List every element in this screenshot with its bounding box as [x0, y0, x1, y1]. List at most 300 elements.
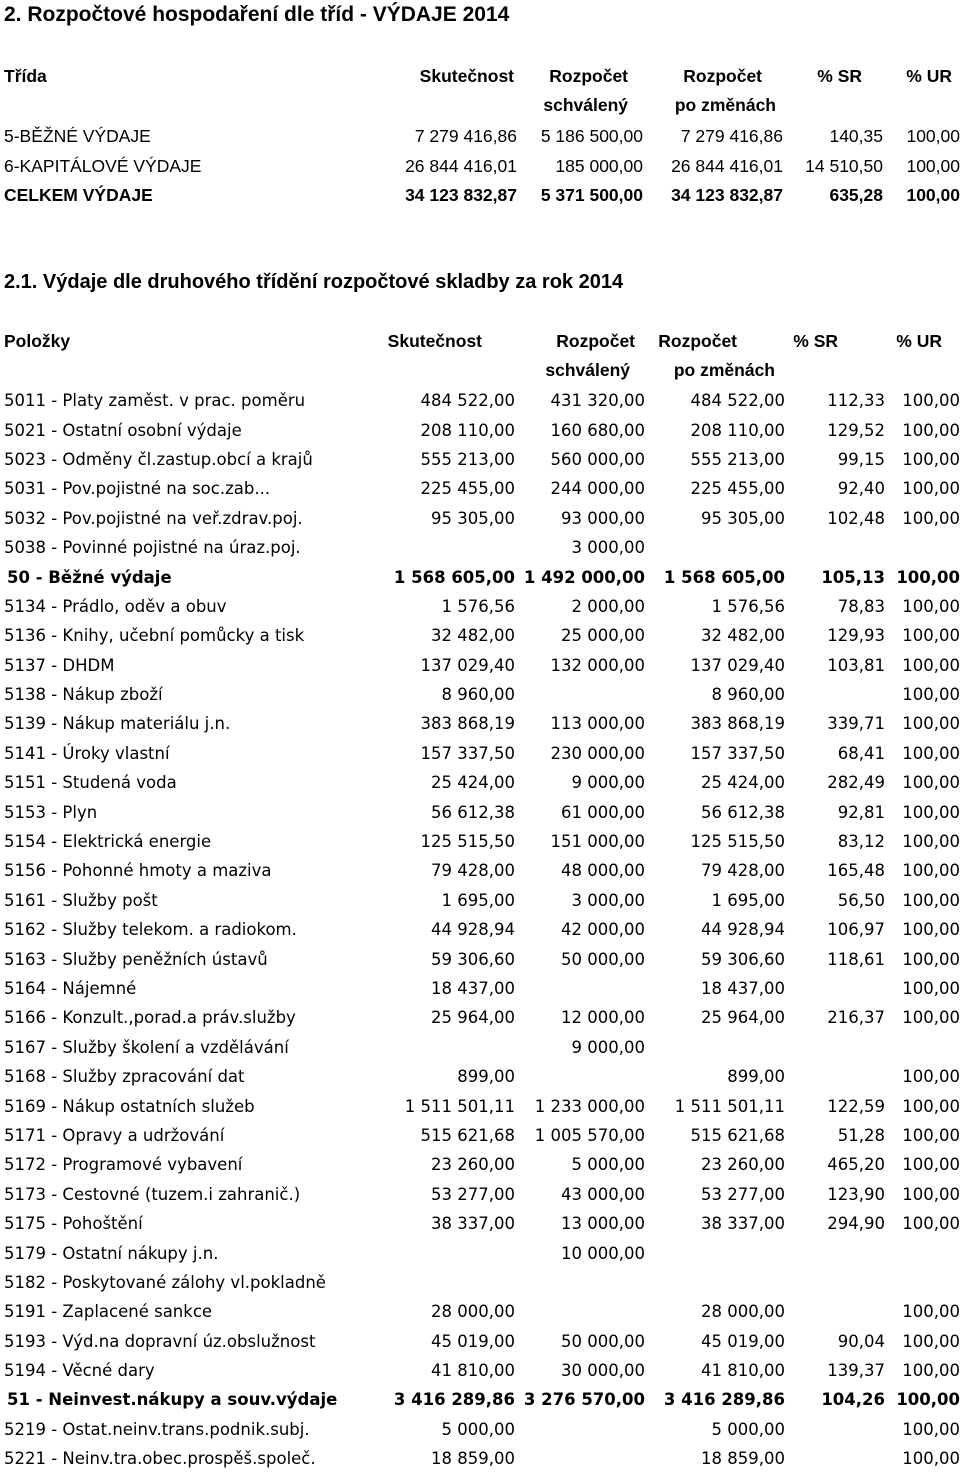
cell-pct-ur: 100,00: [902, 1449, 960, 1469]
cell-skutecnost: 3 416 289,86: [393, 1390, 515, 1410]
cell-skutecnost: 28 000,00: [431, 1302, 515, 1322]
cell-pct-sr: 104,26: [821, 1390, 885, 1410]
table-row: [4, 1091, 960, 1120]
cell-pct-ur: 100,00: [902, 773, 960, 793]
cell-skutecnost: 555 213,00: [420, 449, 515, 469]
cell-rozpocet-schvaleny: 93 000,00: [561, 508, 645, 528]
table-row: [4, 1033, 960, 1062]
cell-pct-sr: 102,48: [827, 508, 885, 528]
cell-rozpocet-po-zmenach: 7 279 416,86: [680, 126, 783, 147]
cell-rozpocet-schvaleny: 5 000,00: [571, 1155, 645, 1175]
table-row: [4, 1209, 960, 1238]
cell-rozpocet-schvaleny: 61 000,00: [561, 802, 645, 822]
cell-rozpocet-schvaleny: 1 005 570,00: [534, 1125, 645, 1145]
cell-pct-ur: 100,00: [902, 861, 960, 881]
cell-pct-sr: 339,71: [827, 714, 885, 734]
cell-rozpocet-schvaleny: 132 000,00: [550, 655, 645, 675]
row-label: 5182 - Poskytované zálohy vl.pokladně: [4, 1272, 326, 1292]
table-row: [4, 886, 960, 915]
cell-rozpocet-po-zmenach: 515 621,68: [690, 1125, 785, 1145]
cell-rozpocet-po-zmenach: 23 260,00: [701, 1155, 785, 1175]
cell-rozpocet-po-zmenach: [645, 1033, 785, 1062]
cell-pct-sr: [785, 1297, 885, 1326]
cell-pct-ur: 100,00: [906, 155, 960, 176]
table-row: [4, 680, 960, 709]
row-label: 5194 - Věcné dary: [4, 1361, 155, 1381]
header-po-zmenach-2: po změnách: [673, 360, 775, 380]
cell-pct-sr: [785, 974, 885, 1003]
cell-skutecnost: 32 482,00: [431, 626, 515, 646]
cell-pct-ur: [885, 1033, 960, 1062]
cell-pct-ur: 100,00: [902, 949, 960, 969]
cell-rozpocet-po-zmenach: 32 482,00: [701, 626, 785, 646]
cell-skutecnost: 45 019,00: [431, 1331, 515, 1351]
table-row: [4, 1444, 960, 1473]
item-expense-table: [4, 386, 960, 1473]
cell-pct-ur: 100,00: [906, 126, 960, 147]
cell-pct-sr: [785, 533, 885, 562]
table-row: [4, 445, 960, 474]
cell-rozpocet-po-zmenach: 79 428,00: [701, 861, 785, 881]
table-row: [4, 1180, 960, 1209]
cell-rozpocet-schvaleny: [515, 1415, 645, 1444]
row-label: 5-BĚŽNÉ VÝDAJE: [4, 126, 151, 147]
row-label: 5172 - Programové vybavení: [4, 1155, 243, 1175]
header-trida: Třída: [4, 66, 47, 86]
cell-rozpocet-schvaleny: 5 371 500,00: [540, 184, 643, 205]
table-row: [4, 474, 960, 503]
header-po-zmenach: po změnách: [674, 95, 776, 115]
row-label: 5164 - Nájemné: [4, 979, 137, 998]
cell-skutecnost: [389, 533, 515, 562]
cell-rozpocet-po-zmenach: [645, 533, 785, 562]
table-row: [4, 944, 960, 973]
header-polozky: Položky: [4, 331, 71, 351]
cell-pct-ur: 100,00: [902, 1214, 960, 1234]
header-pct-ur-2: % UR: [896, 331, 942, 351]
cell-skutecnost: 208 110,00: [420, 420, 515, 440]
cell-rozpocet-schvaleny: 48 000,00: [561, 861, 645, 881]
cell-rozpocet-schvaleny: 13 000,00: [561, 1214, 645, 1234]
cell-skutecnost: 157 337,50: [420, 743, 515, 763]
header-rozpocet-schvaleny-2: Rozpočet: [556, 331, 635, 351]
row-label: 5175 - Pohoštění: [4, 1214, 143, 1234]
cell-pct-sr: 83,12: [837, 832, 885, 852]
row-label: 5167 - Služby školení a vzdělávání: [4, 1037, 289, 1057]
cell-pct-ur: 100,00: [902, 420, 960, 440]
cell-rozpocet-po-zmenach: [645, 1238, 785, 1267]
row-label: 5169 - Nákup ostatních služeb: [4, 1096, 255, 1116]
cell-rozpocet-schvaleny: 3 000,00: [571, 538, 645, 558]
cell-rozpocet-po-zmenach: 44 928,94: [701, 920, 785, 940]
cell-skutecnost: 18 437,00: [431, 979, 515, 998]
cell-pct-sr: 51,28: [837, 1125, 885, 1145]
cell-rozpocet-po-zmenach: 3 416 289,86: [663, 1390, 785, 1410]
row-label: CELKEM VÝDAJE: [4, 184, 153, 205]
cell-rozpocet-po-zmenach: 25 964,00: [701, 1008, 785, 1028]
cell-pct-sr: 139,37: [827, 1361, 885, 1381]
cell-skutecnost: 1 568 605,00: [393, 567, 515, 587]
cell-pct-sr: 92,40: [837, 479, 885, 499]
cell-rozpocet-schvaleny: 113 000,00: [550, 714, 645, 734]
cell-pct-ur: 100,00: [902, 920, 960, 940]
cell-pct-sr: 118,61: [827, 949, 885, 969]
cell-rozpocet-po-zmenach: 95 305,00: [701, 508, 785, 528]
cell-pct-sr: 122,59: [827, 1096, 885, 1116]
cell-pct-sr: 92,81: [837, 802, 885, 822]
cell-pct-sr: 103,81: [827, 655, 885, 675]
cell-skutecnost: 8 960,00: [441, 685, 515, 705]
cell-pct-ur: 100,00: [906, 184, 960, 205]
cell-rozpocet-schvaleny: 2 000,00: [571, 596, 645, 616]
table-row: [4, 651, 960, 680]
cell-pct-ur: 100,00: [902, 479, 960, 499]
cell-rozpocet-po-zmenach: 484 522,00: [690, 391, 785, 411]
cell-rozpocet-po-zmenach: 225 455,00: [690, 479, 785, 499]
cell-rozpocet-schvaleny: 50 000,00: [561, 1331, 645, 1351]
class-summary-table: [4, 122, 960, 210]
cell-pct-ur: 100,00: [902, 1155, 960, 1175]
table-row: [4, 1415, 960, 1444]
row-label: 5221 - Neinv.tra.obec.prospěš.společ.: [4, 1449, 316, 1469]
cell-rozpocet-po-zmenach: 28 000,00: [701, 1302, 785, 1322]
cell-rozpocet-schvaleny: 30 000,00: [561, 1361, 645, 1381]
cell-rozpocet-schvaleny: 5 186 500,00: [540, 126, 643, 147]
row-label: 5136 - Knihy, učební pomůcky a tisk: [4, 626, 305, 646]
cell-rozpocet-schvaleny: 25 000,00: [561, 626, 645, 646]
cell-pct-sr: 165,48: [827, 861, 885, 881]
table-row: [4, 797, 960, 826]
cell-pct-ur: 100,00: [902, 391, 960, 411]
table-row: [4, 1385, 960, 1414]
cell-skutecnost: [389, 1268, 515, 1297]
cell-skutecnost: 41 810,00: [431, 1361, 515, 1381]
cell-skutecnost: 59 306,60: [431, 949, 515, 969]
cell-pct-sr: 68,41: [837, 743, 885, 763]
table-row: [4, 386, 960, 415]
row-label: 5141 - Úroky vlastní: [4, 743, 170, 763]
cell-rozpocet-po-zmenach: 1 695,00: [711, 890, 785, 910]
cell-pct-sr: 216,37: [827, 1008, 885, 1028]
cell-pct-ur: 100,00: [902, 508, 960, 528]
table-row: [4, 1121, 960, 1150]
row-label: 5219 - Ostat.neinv.trans.podnik.subj.: [4, 1419, 310, 1439]
row-label: 5166 - Konzult.,porad.a práv.služby: [4, 1008, 296, 1028]
cell-rozpocet-po-zmenach: 137 029,40: [690, 655, 785, 675]
cell-pct-ur: 100,00: [902, 1096, 960, 1116]
cell-rozpocet-po-zmenach: 41 810,00: [701, 1361, 785, 1381]
cell-pct-sr: 465,20: [827, 1155, 885, 1175]
row-label: 5023 - Odměny čl.zastup.obcí a krajů: [4, 449, 313, 469]
table-row: [4, 151, 960, 180]
cell-pct-sr: 129,93: [827, 626, 885, 646]
cell-pct-ur: 100,00: [902, 890, 960, 910]
row-label: 5137 - DHDM: [4, 655, 115, 675]
cell-skutecnost: 383 868,19: [420, 714, 515, 734]
cell-skutecnost: [389, 1033, 515, 1062]
cell-pct-ur: 100,00: [902, 685, 960, 705]
cell-pct-sr: 14 510,50: [805, 155, 883, 176]
row-label: 5193 - Výd.na dopravní úz.obslužnost: [4, 1331, 316, 1351]
table-row: [4, 562, 960, 591]
cell-pct-sr: 129,52: [827, 420, 885, 440]
cell-rozpocet-schvaleny: 1 233 000,00: [534, 1096, 645, 1116]
cell-pct-ur: [885, 533, 960, 562]
cell-skutecnost: 1 511 501,11: [404, 1096, 515, 1116]
cell-rozpocet-po-zmenach: 56 612,38: [701, 802, 785, 822]
row-label: 5154 - Elektrická energie: [4, 832, 212, 852]
header-pct-ur: % UR: [906, 66, 952, 86]
cell-rozpocet-schvaleny: 560 000,00: [550, 449, 645, 469]
cell-skutecnost: 7 279 416,86: [414, 126, 517, 147]
row-label: 5138 - Nákup zboží: [4, 685, 163, 705]
cell-skutecnost: 137 029,40: [420, 655, 515, 675]
table-row: [4, 1356, 960, 1385]
cell-rozpocet-schvaleny: 160 680,00: [550, 420, 645, 440]
cell-skutecnost: 38 337,00: [431, 1214, 515, 1234]
cell-skutecnost: 23 260,00: [431, 1155, 515, 1175]
header-schvaleny-2: schválený: [545, 360, 630, 380]
row-label: 5162 - Služby telekom. a radiokom.: [4, 920, 297, 940]
row-label: 5021 - Ostatní osobní výdaje: [4, 420, 242, 440]
table-row: [4, 592, 960, 621]
cell-pct-sr: [785, 1033, 885, 1062]
header-pct-sr: % SR: [817, 66, 862, 86]
cell-pct-ur: 100,00: [902, 979, 960, 998]
cell-pct-sr: 123,90: [827, 1184, 885, 1204]
header-rozpocet-schvaleny: Rozpočet: [549, 66, 628, 86]
table-row: [4, 827, 960, 856]
cell-skutecnost: 25 424,00: [431, 773, 515, 793]
section1-title: 2. Rozpočtové hospodaření dle tříd - VÝDAJE 2014: [4, 3, 510, 26]
cell-rozpocet-schvaleny: [515, 1062, 645, 1091]
header-pct-sr-2: % SR: [793, 331, 838, 351]
cell-rozpocet-po-zmenach: 8 960,00: [711, 685, 785, 705]
header-schvaleny: schválený: [543, 95, 628, 115]
cell-rozpocet-po-zmenach: 45 019,00: [701, 1331, 785, 1351]
cell-pct-ur: 100,00: [896, 567, 960, 587]
cell-rozpocet-po-zmenach: 26 844 416,01: [671, 155, 783, 176]
cell-rozpocet-po-zmenach: 5 000,00: [711, 1419, 785, 1439]
row-label: 5163 - Služby peněžních ústavů: [4, 949, 268, 969]
header-skutecnost-2: Skutečnost: [387, 331, 482, 351]
table-row: [4, 621, 960, 650]
table-row: [4, 1150, 960, 1179]
cell-pct-sr: [785, 1415, 885, 1444]
cell-skutecnost: 1 695,00: [441, 890, 515, 910]
cell-pct-sr: [785, 1268, 885, 1297]
cell-pct-ur: [885, 1238, 960, 1267]
cell-rozpocet-schvaleny: 3 276 570,00: [523, 1390, 645, 1410]
cell-pct-ur: 100,00: [902, 832, 960, 852]
cell-skutecnost: 34 123 832,87: [405, 184, 517, 205]
cell-skutecnost: 95 305,00: [431, 508, 515, 528]
cell-pct-sr: 106,97: [827, 920, 885, 940]
header-skutecnost: Skutečnost: [419, 66, 514, 86]
cell-pct-sr: 294,90: [827, 1214, 885, 1234]
cell-rozpocet-schvaleny: 431 320,00: [550, 391, 645, 411]
table-row: [4, 709, 960, 738]
table-row: [4, 504, 960, 533]
cell-pct-ur: 100,00: [902, 1067, 960, 1087]
cell-pct-ur: 100,00: [902, 1419, 960, 1439]
header-rozpocet-po-zmenach-2: Rozpočet: [658, 331, 737, 351]
table-row: [4, 533, 960, 562]
cell-pct-ur: 100,00: [902, 802, 960, 822]
cell-rozpocet-po-zmenach: 18 437,00: [701, 979, 785, 998]
cell-pct-sr: 78,83: [837, 596, 885, 616]
cell-pct-ur: 100,00: [902, 655, 960, 675]
cell-pct-sr: [785, 1062, 885, 1091]
header-rozpocet-po-zmenach: Rozpočet: [683, 66, 762, 86]
table-row: [4, 768, 960, 797]
cell-rozpocet-po-zmenach: [645, 1268, 785, 1297]
cell-pct-sr: 90,04: [837, 1331, 885, 1351]
cell-pct-sr: [785, 680, 885, 709]
cell-skutecnost: 18 859,00: [431, 1449, 515, 1469]
table-row: [4, 1297, 960, 1326]
row-label: 5179 - Ostatní nákupy j.n.: [4, 1243, 219, 1263]
row-label: 5161 - Služby pošt: [4, 890, 158, 910]
cell-rozpocet-schvaleny: 12 000,00: [561, 1008, 645, 1028]
cell-skutecnost: 5 000,00: [441, 1419, 515, 1439]
table-row: [4, 1062, 960, 1091]
cell-rozpocet-schvaleny: 9 000,00: [571, 1037, 645, 1057]
cell-rozpocet-schvaleny: [515, 1444, 645, 1473]
row-label: 5151 - Studená voda: [4, 773, 177, 793]
cell-pct-sr: 140,35: [829, 126, 883, 147]
cell-pct-ur: 100,00: [902, 714, 960, 734]
cell-rozpocet-po-zmenach: 899,00: [727, 1067, 785, 1087]
table-row: [4, 1003, 960, 1032]
row-label: 5038 - Povinné pojistné na úraz.poj.: [4, 538, 301, 558]
cell-rozpocet-po-zmenach: 157 337,50: [690, 743, 785, 763]
row-label: 6-KAPITÁLOVÉ VÝDAJE: [4, 155, 202, 176]
cell-pct-ur: 100,00: [902, 1331, 960, 1351]
cell-rozpocet-po-zmenach: 1 576,56: [711, 596, 785, 616]
cell-pct-ur: 100,00: [902, 1008, 960, 1028]
cell-rozpocet-schvaleny: [515, 974, 645, 1003]
cell-skutecnost: 26 844 416,01: [405, 155, 517, 176]
cell-pct-sr: [785, 1444, 885, 1473]
cell-skutecnost: [389, 1238, 515, 1267]
cell-rozpocet-po-zmenach: 555 213,00: [690, 449, 785, 469]
cell-skutecnost: 44 928,94: [431, 920, 515, 940]
cell-rozpocet-schvaleny: 230 000,00: [550, 743, 645, 763]
row-label: 5153 - Plyn: [4, 802, 98, 822]
table-row: [4, 1238, 960, 1267]
cell-pct-ur: 100,00: [902, 449, 960, 469]
cell-skutecnost: 25 964,00: [431, 1008, 515, 1028]
table-row: [4, 415, 960, 444]
cell-skutecnost: 56 612,38: [431, 802, 515, 822]
table-row: [4, 856, 960, 885]
table-row: [4, 122, 960, 151]
cell-pct-sr: 56,50: [837, 890, 885, 910]
cell-skutecnost: 225 455,00: [420, 479, 515, 499]
cell-pct-sr: 282,49: [827, 773, 885, 793]
cell-rozpocet-po-zmenach: 1 568 605,00: [663, 567, 785, 587]
cell-rozpocet-po-zmenach: 1 511 501,11: [674, 1096, 785, 1116]
cell-rozpocet-schvaleny: 3 000,00: [571, 890, 645, 910]
cell-pct-ur: 100,00: [902, 1302, 960, 1322]
row-label: 5134 - Prádlo, oděv a obuv: [4, 596, 227, 616]
cell-pct-sr: 635,28: [829, 184, 883, 205]
cell-rozpocet-po-zmenach: 25 424,00: [701, 773, 785, 793]
section2-title: 2.1. Výdaje dle druhového třídění rozpočtové skladby za rok 2014: [4, 271, 624, 293]
cell-rozpocet-schvaleny: [515, 680, 645, 709]
cell-pct-ur: [885, 1268, 960, 1297]
cell-rozpocet-po-zmenach: 59 306,60: [701, 949, 785, 969]
cell-rozpocet-po-zmenach: 208 110,00: [690, 420, 785, 440]
cell-skutecnost: 515 621,68: [420, 1125, 515, 1145]
cell-pct-ur: 100,00: [902, 1184, 960, 1204]
cell-skutecnost: 79 428,00: [431, 861, 515, 881]
cell-skutecnost: 1 576,56: [441, 596, 515, 616]
table-row: [4, 1327, 960, 1356]
cell-rozpocet-schvaleny: [515, 1268, 645, 1297]
row-label: 5032 - Pov.pojistné na veř.zdrav.poj.: [4, 508, 303, 528]
row-label: 50 - Běžné výdaje: [7, 567, 172, 587]
cell-rozpocet-schvaleny: 50 000,00: [561, 949, 645, 969]
cell-rozpocet-schvaleny: 42 000,00: [561, 920, 645, 940]
table-row: [4, 739, 960, 768]
cell-rozpocet-po-zmenach: 34 123 832,87: [671, 184, 783, 205]
table-row: [4, 915, 960, 944]
row-label: 5173 - Cestovné (tuzem.i zahranič.): [4, 1184, 301, 1204]
row-label: 5156 - Pohonné hmoty a maziva: [4, 861, 272, 881]
cell-rozpocet-schvaleny: 185 000,00: [555, 155, 643, 176]
cell-rozpocet-po-zmenach: 53 277,00: [701, 1184, 785, 1204]
row-label: 5139 - Nákup materiálu j.n.: [4, 714, 231, 734]
table-row: [4, 974, 960, 1003]
cell-pct-sr: 112,33: [827, 391, 885, 411]
cell-skutecnost: 899,00: [457, 1067, 515, 1087]
row-label: 5031 - Pov.pojistné na soc.zab...: [4, 479, 271, 499]
cell-rozpocet-po-zmenach: 383 868,19: [690, 714, 785, 734]
row-label: 51 - Neinvest.nákupy a souv.výdaje: [7, 1390, 338, 1410]
table-row: [4, 181, 960, 210]
cell-pct-ur: 100,00: [902, 626, 960, 646]
cell-rozpocet-schvaleny: 10 000,00: [561, 1243, 645, 1263]
cell-pct-sr: 105,13: [821, 567, 885, 587]
cell-skutecnost: 53 277,00: [431, 1184, 515, 1204]
table-row: [4, 1268, 960, 1297]
cell-pct-sr: 99,15: [837, 449, 885, 469]
cell-rozpocet-schvaleny: [515, 1297, 645, 1326]
cell-pct-ur: 100,00: [902, 596, 960, 616]
cell-rozpocet-schvaleny: 43 000,00: [561, 1184, 645, 1204]
cell-pct-ur: 100,00: [902, 743, 960, 763]
cell-rozpocet-schvaleny: 1 492 000,00: [523, 567, 645, 587]
cell-pct-ur: 100,00: [902, 1125, 960, 1145]
row-label: 5191 - Zaplacené sankce: [4, 1302, 213, 1322]
cell-pct-sr: [785, 1238, 885, 1267]
cell-pct-ur: 100,00: [902, 1361, 960, 1381]
cell-rozpocet-schvaleny: 244 000,00: [550, 479, 645, 499]
cell-skutecnost: 484 522,00: [420, 391, 515, 411]
cell-rozpocet-schvaleny: 9 000,00: [571, 773, 645, 793]
row-label: 5168 - Služby zpracování dat: [4, 1067, 245, 1087]
cell-rozpocet-po-zmenach: 18 859,00: [701, 1449, 785, 1469]
row-label: 5171 - Opravy a udržování: [4, 1125, 225, 1145]
cell-rozpocet-po-zmenach: 38 337,00: [701, 1214, 785, 1234]
cell-skutecnost: 125 515,50: [420, 832, 515, 852]
row-label: 5011 - Platy zaměst. v prac. poměru: [4, 391, 306, 411]
cell-rozpocet-po-zmenach: 125 515,50: [690, 832, 785, 852]
cell-pct-ur: 100,00: [896, 1390, 960, 1410]
cell-rozpocet-schvaleny: 151 000,00: [550, 832, 645, 852]
